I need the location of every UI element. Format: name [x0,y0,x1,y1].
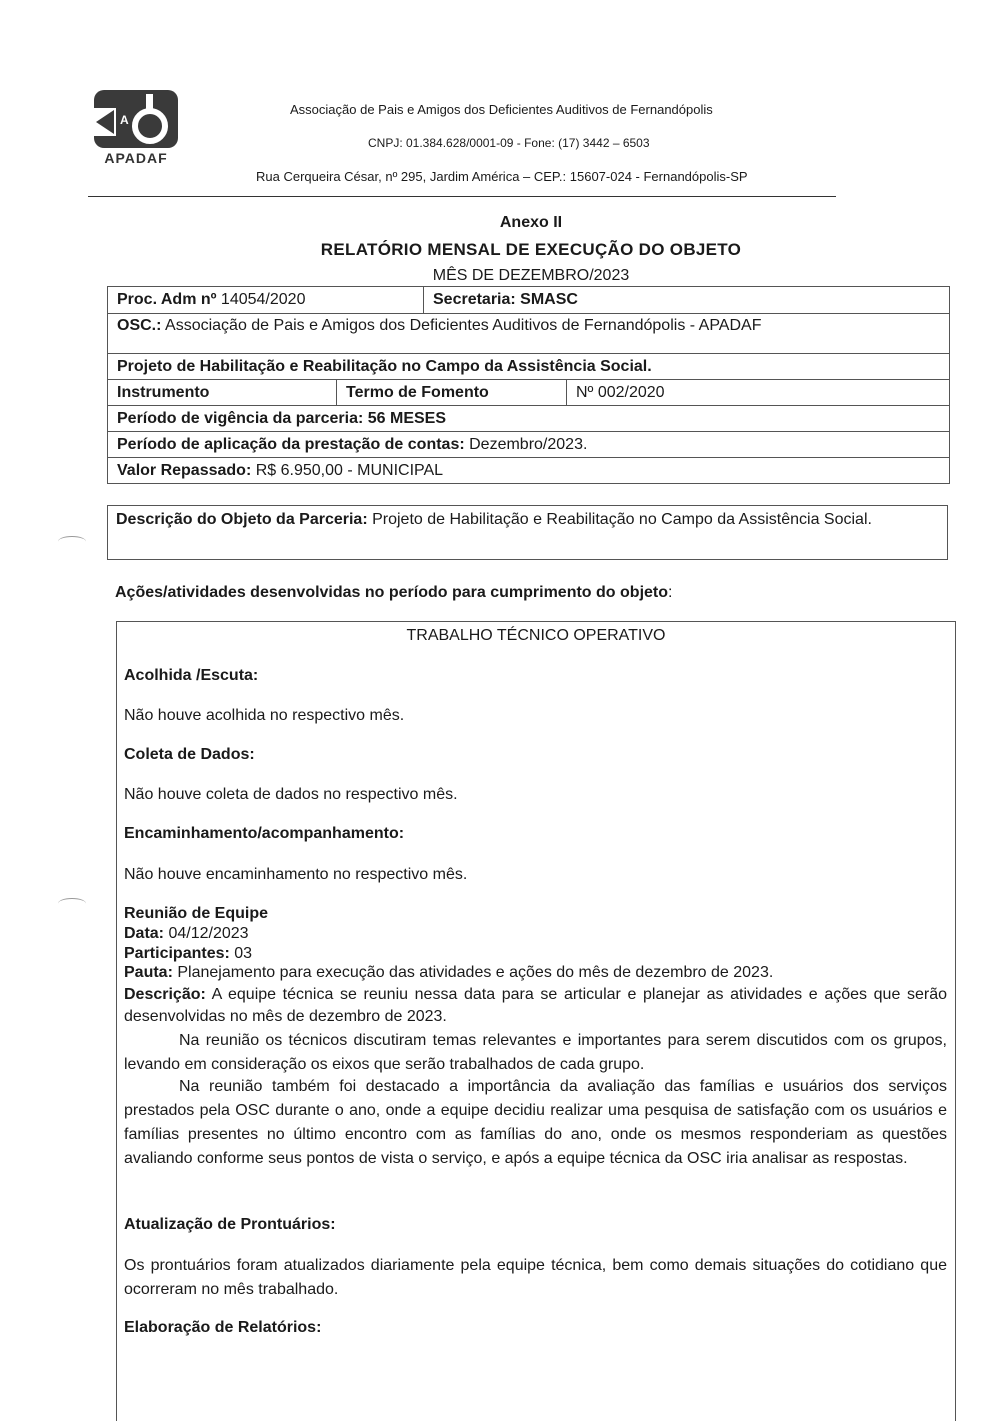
osc-value: Associação de Pais e Amigos dos Deficientes Auditivos de Fernandópolis - APADAF [161,317,762,334]
org-name: Associação de Pais e Amigos dos Deficientes Auditivos de Fernandópolis [290,102,713,117]
reuniao-heading: Reunião de Equipe [124,905,269,922]
instrument-number: Nº 002/2020 [566,380,949,405]
info-row-aplicacao [108,431,949,457]
info-row-vigencia [108,405,949,431]
logo-text: APADAF [104,150,168,166]
acolhida-text: Não houve acolhida no respectivo mês. [124,707,405,724]
technical-work-title: TRABALHO TÉCNICO OPERATIVO [406,627,666,644]
proc-value: 14054/2020 [216,291,306,308]
info-row-osc [108,313,949,353]
description-value: Projeto de Habilitação e Reabilitação no Campo da Assistência Social. [367,511,872,528]
reuniao-participantes [124,945,252,963]
header-divider [88,196,836,197]
info-row-valor [108,457,949,483]
scan-mark [58,898,86,909]
osc-cell [108,314,949,353]
reuniao-data [124,925,249,943]
relatorios-heading: Elaboração de Relatórios: [124,1319,322,1336]
acolhida-heading: Acolhida /Escuta: [124,667,259,684]
actions-heading [115,584,672,602]
data-label: Data: [124,925,165,942]
aplicacao-cell [108,432,949,457]
pauta-label: Pauta: [124,964,173,981]
info-row-proc [108,287,949,313]
aplicacao-value: Dezembro/2023. [464,435,588,453]
valor-value: R$ 6.950,00 - MUNICIPAL [251,461,444,479]
termo-fomento: Termo de Fomento [336,380,566,405]
encaminhamento-text: Não houve encaminhamento no respectivo mês. [124,866,468,883]
apadaf-logo [90,88,180,170]
info-row-instrument [108,379,949,405]
info-row-project [108,353,949,379]
technical-work-box [116,621,956,1421]
participantes-value: 03 [229,945,253,962]
reuniao-pauta [124,964,773,982]
object-description-box [107,505,948,560]
osc-label: OSC.: [117,317,162,334]
annex-title: Anexo II [499,214,563,231]
data-value: 04/12/2023 [164,925,249,942]
info-table [107,286,950,484]
aplicacao-label: Período de aplicação da prestação de contas: [117,435,465,453]
encaminhamento-heading: Encaminhamento/acompanhamento: [124,825,405,842]
project-name: Projeto de Habilitação e Reabilitação no Campo da Assistência Social. [117,357,652,375]
report-month: MÊS DE DEZEMBRO/2023 [432,267,630,284]
scan-mark [58,536,86,547]
address: Rua Cerqueira César, nº 295, Jardim América – CEP.: 15607-024 - Fernandópolis-SP [256,169,748,184]
pauta-value: Planejamento para execução das atividades e ações do mês de dezembro de 2023. [172,964,774,981]
vigencia: Período de vigência da parceria: 56 MESES [117,409,447,427]
prontuarios-heading: Atualização de Prontuários: [124,1216,336,1233]
reuniao-paragraph-2: Na reunião também foi destacado a importância da avaliação das famílias e usuários dos serviços prestados pela OSC durante o ano, onde a equipe decidiu realizar uma pesquisa de satisfação com os usuários e famílias presentes no último encontro com as famílias do ano, onde os mesmos responderiam as questões avaliando conforme seus pontos de vista o serviço, e após a equipe técnica da OSC iria analisar as respostas. [124,1078,947,1167]
coleta-heading: Coleta de Dados: [124,746,255,763]
valor-cell [108,458,949,483]
actions-heading-colon: : [668,584,673,601]
proc-label: Proc. Adm nº [117,291,217,308]
secretaria: Secretaria: SMASC [423,287,949,313]
proc-cell [108,287,423,313]
cnpj-phone: CNPJ: 01.384.628/0001-09 - Fone: (17) 3442 – 6503 [368,136,650,150]
descricao-label: Descrição: [124,986,206,1003]
participantes-label: Participantes: [124,945,230,962]
reuniao-descricao [124,984,947,1028]
coleta-text: Não houve coleta de dados no respectivo mês. [124,786,458,803]
report-title: RELATÓRIO MENSAL DE EXECUÇÃO DO OBJETO [320,240,742,259]
instrumento-label: Instrumento [117,383,210,401]
valor-label: Valor Repassado: [117,461,252,479]
svg-text:A: A [120,113,129,127]
prontuarios-text: Os prontuários foram atualizados diariamente pela equipe técnica, bem como demais situações do cotidiano que ocorreram no mês trabalhado. [124,1257,947,1298]
reuniao-paragraph-1: Na reunião os técnicos discutiram temas relevantes e importantes para serem discutidos com os grupos, levando em consideração os eixos que serão trabalhados de cada grupo. [124,1032,947,1073]
descricao-value: A equipe técnica se reuniu nessa data para se articular e planejar as atividades e ações que serão desenvolvidas no mês de dezembro de 2023. [124,986,947,1025]
actions-heading-label: Ações/atividades desenvolvidas no período para cumprimento do objeto [115,584,669,601]
description-label: Descrição do Objeto da Parceria: [116,511,368,528]
